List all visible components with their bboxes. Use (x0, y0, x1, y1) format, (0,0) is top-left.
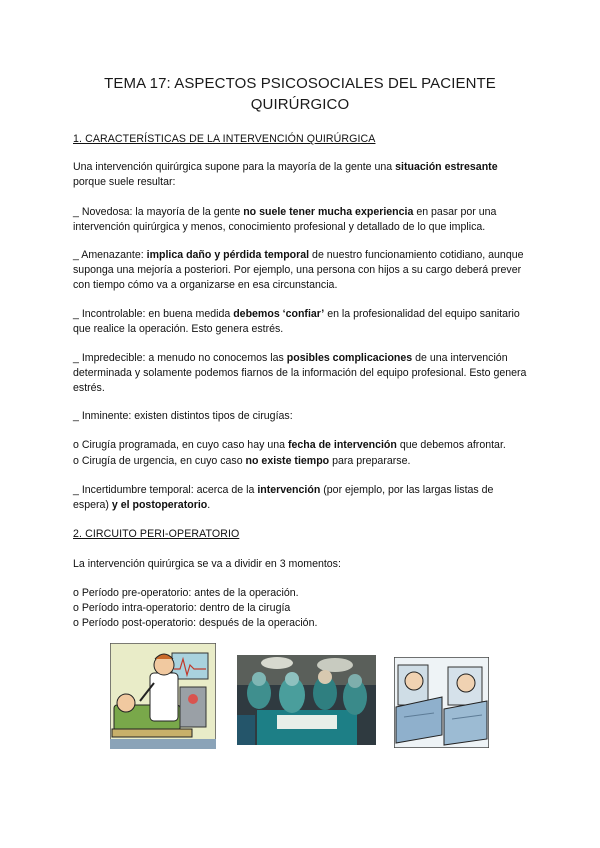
page-title: TEMA 17: ASPECTOS PSICOSOCIALES DEL PACIENTE QUIRÚRGICO (104, 75, 496, 113)
doctor-cartoon-illustration (110, 643, 216, 749)
paragraph-incontrolable: _ Incontrolable: en buena medida debemos ‘confiar’ en la profesionalidad del equipo sanitario que realice la operación. Esto genera estrés. (73, 308, 520, 336)
hospital-patients-cartoon (394, 657, 489, 748)
paragraph-amenazante: _ Amenazante: implica daño y pérdida temporal de nuestro funcionamiento cotidiano, aunque suponga una mejoría a posteriori. Por ejemplo, una persona con hijos a su cargo deberá prever con tiempo cómo va a organizarse en esa circunstancia. (73, 249, 524, 292)
operating-room-photo (237, 655, 376, 745)
list-item-preoperatorio: o Período pre-operatorio: antes de la operación. (73, 587, 299, 599)
paragraph-incertidumbre: _ Incertidumbre temporal: acerca de la intervención (por ejemplo, por las largas listas de espera) y el postoperatorio. (73, 484, 494, 512)
paragraph-inminente: _ Inminente: existen distintos tipos de cirugías: (73, 410, 293, 422)
list-item-postoperatorio: o Período post-operatorio: después de la operación. (73, 617, 318, 629)
paragraph-novedosa: _ Novedosa: la mayoría de la gente no suele tener mucha experiencia en pasar por una intervención quirúrgica y menos, conocimiento profesional y detallado de lo que implica. (73, 206, 497, 234)
list-item-urgencia: o Cirugía de urgencia, en cuyo caso no existe tiempo para prepararse. (73, 455, 411, 467)
section-1-heading: 1. CARACTERÍSTICAS DE LA INTERVENCIÓN QUIRÚRGICA (73, 133, 376, 145)
list-item-intraoperatorio: o Período intra-operatorio: dentro de la cirugía (73, 602, 291, 614)
paragraph-momentos: La intervención quirúrgica se va a dividir en 3 momentos: (73, 558, 341, 570)
paragraph-impredecible: _ Impredecible: a menudo no conocemos las posibles complicaciones de una intervención determinada y solamente podemos fiarnos de la información del equipo profesional. Esto genera estrés. (73, 352, 527, 395)
section-2-heading: 2. CIRCUITO PERI-OPERATORIO (73, 528, 240, 540)
paragraph-intro: Una intervención quirúrgica supone para la mayoría de la gente una situación estresante porque suele resultar: (73, 161, 498, 189)
list-item-programada: o Cirugía programada, en cuyo caso hay una fecha de intervención que debemos afrontar. (73, 439, 506, 451)
